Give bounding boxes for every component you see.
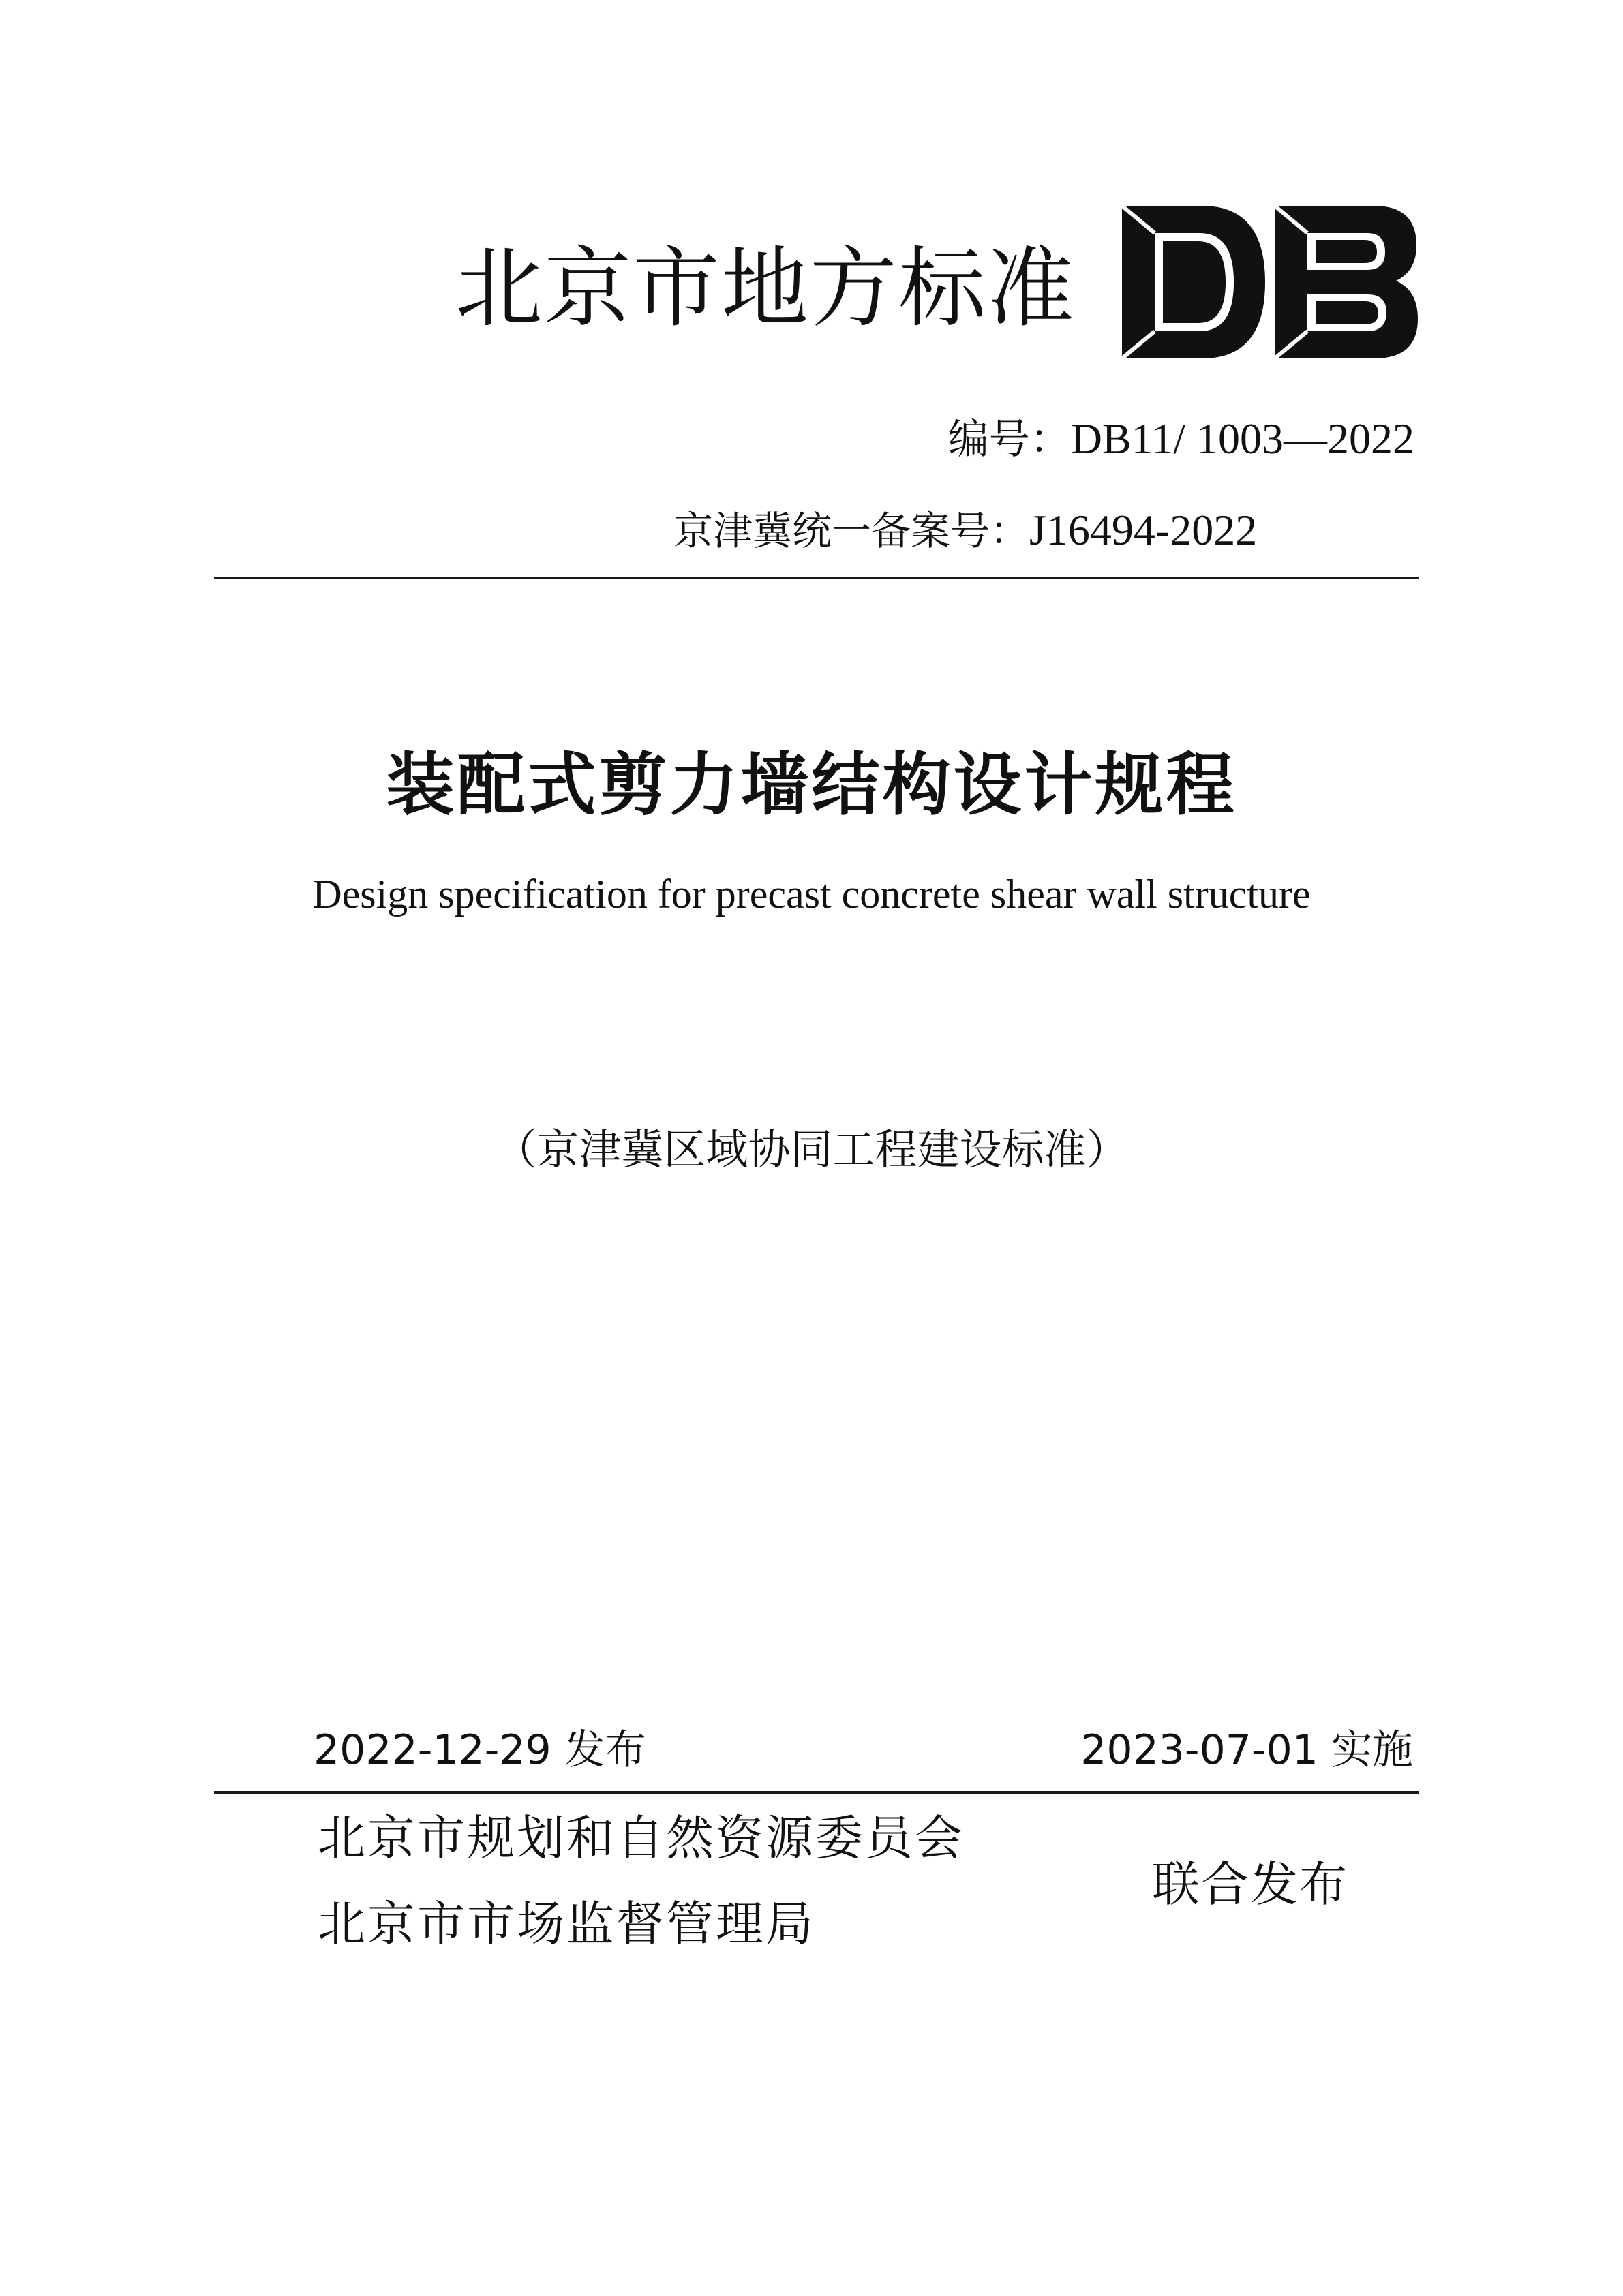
code-label-a: 编 [947,416,989,463]
standard-code-row [947,414,1414,463]
filing-number: J16494-2022 [1029,506,1258,554]
standard-code: DB11/ 1003—2022 [1070,414,1414,463]
header-divider [214,577,1419,579]
standard-type-heading: 北京市地方标准 [455,238,1076,339]
filing-number-row [673,508,1257,552]
document-title-en: Design specification for precast concrete shear wall structure [312,872,1311,917]
issue-date: 2022-12-29 发布 [314,1726,646,1774]
footer-divider [214,1791,1419,1794]
document-subtitle: （京津冀区域协同工程建设标准） [494,1124,1129,1174]
code-label-b: 号： [988,416,1071,463]
implementation-date: 2023-07-01 实施 [1080,1726,1413,1774]
joint-issue-label: 联合发布 [1152,1856,1348,1912]
filing-label: 京津冀统一备案号： [673,508,1030,554]
db-logo [1121,203,1419,361]
document-title-zh: 装配式剪力墙结构设计规程 [386,745,1237,825]
issuer-planning-commission: 北京市规划和自然资源委员会 [318,1810,965,1866]
issuer-market-regulation: 北京市市场监督管理局 [318,1896,815,1952]
